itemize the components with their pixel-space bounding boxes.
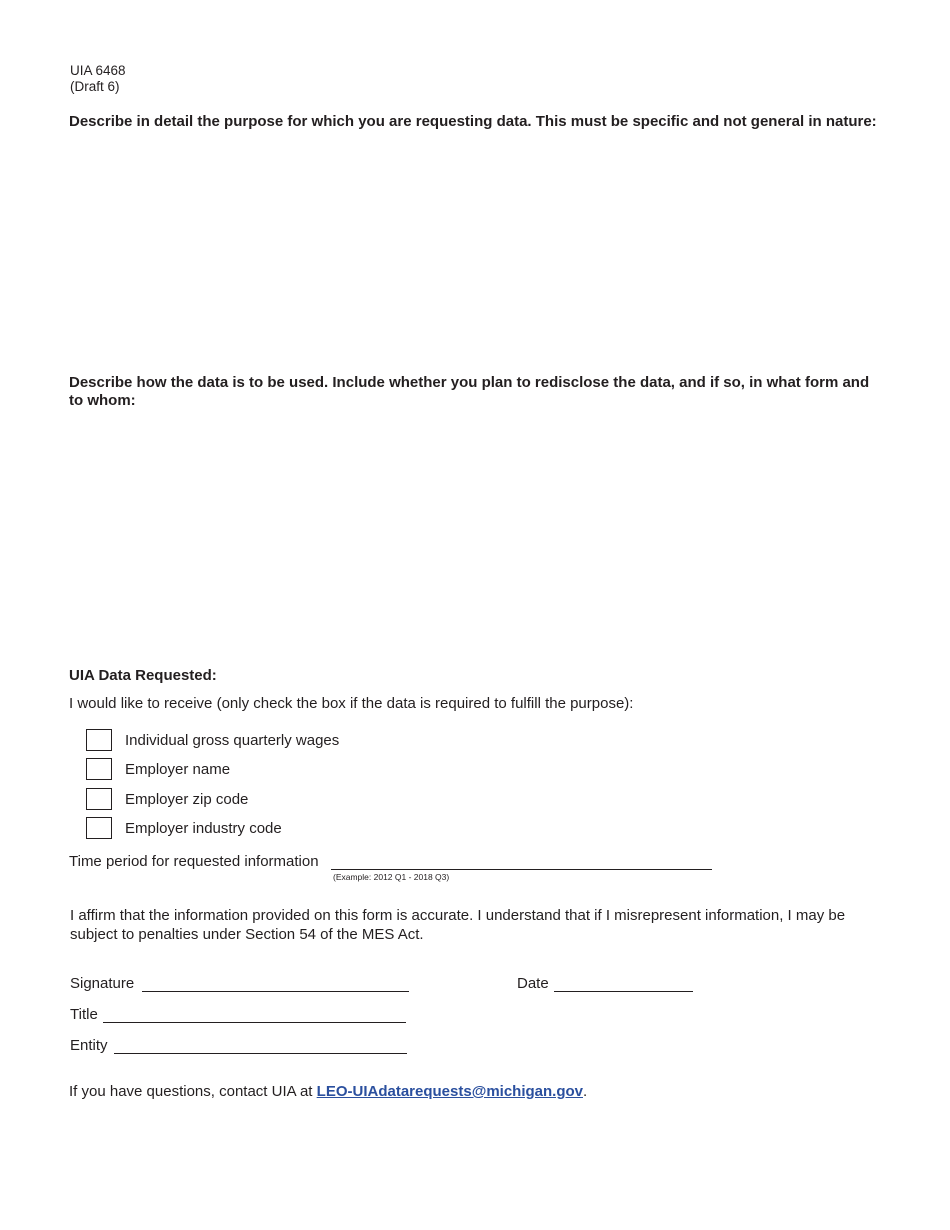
employer-name-label: Employer name — [125, 761, 231, 778]
employer-zip-label: Employer zip code — [125, 791, 249, 808]
form-number: UIA 6468 — [70, 63, 126, 78]
title-label: Title — [70, 1006, 98, 1023]
gross-wages-label: Individual gross quarterly wages — [125, 732, 340, 749]
usage-answer-area[interactable] — [69, 414, 884, 654]
entity-label: Entity — [70, 1037, 108, 1054]
employer-zip-checkbox[interactable] — [86, 788, 112, 810]
form-identifier — [70, 63, 126, 95]
contact-line — [69, 1083, 587, 1100]
contact-prefix: If you have questions, contact UIA at — [69, 1083, 317, 1100]
time-period-input[interactable] — [331, 853, 712, 870]
time-period-label: Time period for requested information — [69, 853, 319, 870]
form-draft: (Draft 6) — [70, 79, 120, 94]
contact-suffix: . — [583, 1083, 588, 1100]
employer-name-checkbox[interactable] — [86, 758, 112, 780]
data-requested-instruction: I would like to receive (only check the box if the data is required to fulfill the purpose): — [69, 695, 634, 712]
usage-question: Describe how the data is to be used. Include whether you plan to redisclose the data, and if so, in what form and to whom: — [69, 374, 870, 409]
time-period-example: (Example: 2012 Q1 - 2018 Q3) — [333, 872, 450, 882]
purpose-answer-area[interactable] — [69, 152, 884, 362]
purpose-question: Describe in detail the purpose for which you are requesting data. This must be specific and not general in nature: — [69, 113, 877, 130]
affirmation-text: I affirm that the information provided on this form is accurate. I understand that if I misrepresent information, I may be subject to penalties under Section 54 of the MES Act. — [70, 907, 846, 943]
entity-field[interactable] — [114, 1037, 407, 1054]
gross-wages-checkbox[interactable] — [86, 729, 112, 751]
data-requested-title: UIA Data Requested: — [69, 667, 217, 684]
signature-label: Signature — [70, 975, 135, 992]
contact-email-link[interactable]: LEO-UIAdatarequests@michigan.gov — [316, 1083, 583, 1100]
date-label: Date — [517, 975, 549, 992]
signature-field[interactable] — [142, 975, 409, 992]
title-field[interactable] — [103, 1006, 406, 1023]
date-field[interactable] — [554, 975, 693, 992]
industry-code-label: Employer industry code — [125, 820, 282, 837]
industry-code-checkbox[interactable] — [86, 817, 112, 839]
